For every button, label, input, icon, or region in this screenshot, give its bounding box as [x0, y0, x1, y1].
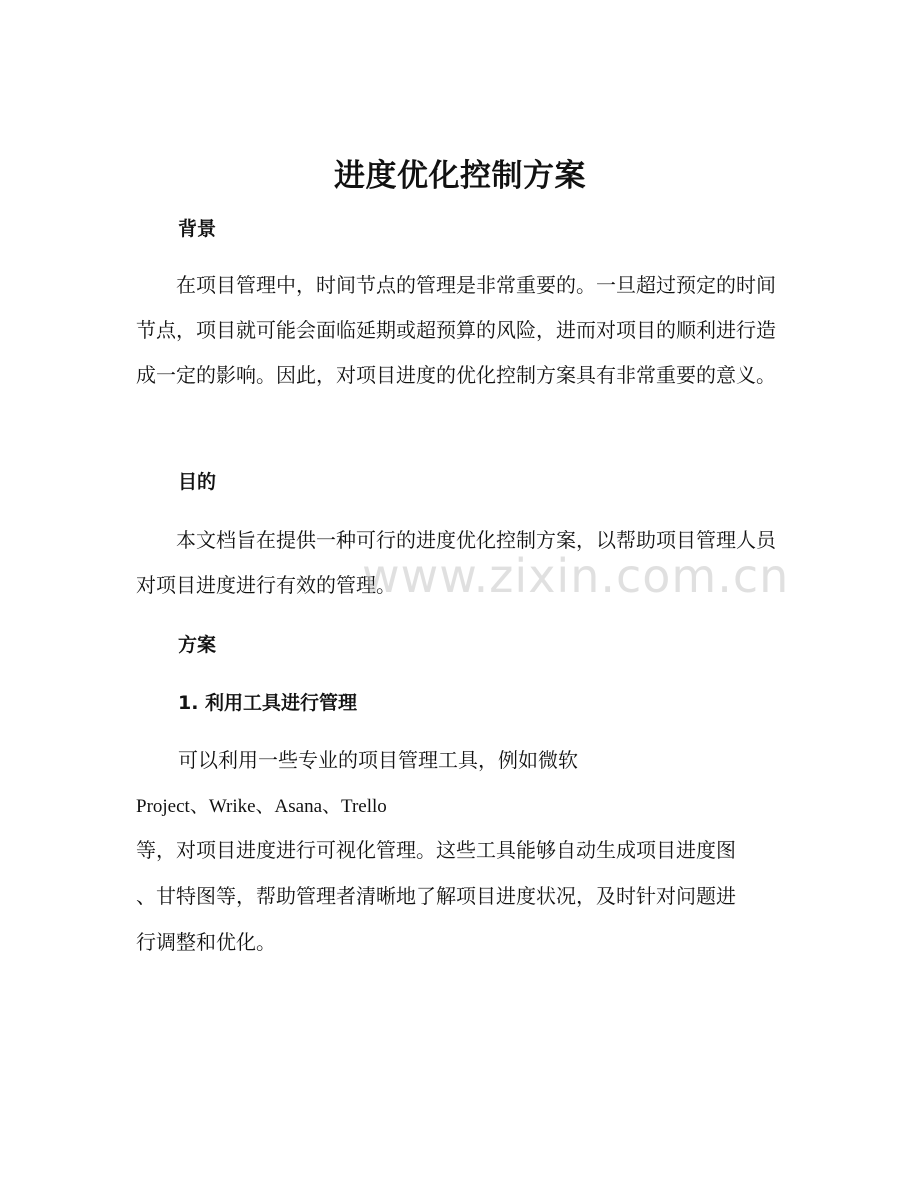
watermark-text: www.zixin.com.cn: [362, 549, 790, 603]
purpose-paragraph: 本文档旨在提供一种可行的进度优化控制方案，以帮助项目管理人员对项目进度进行有效的管理。: [136, 528, 776, 597]
section-heading-purpose: 目的: [178, 471, 217, 493]
subheading-tools: 1. 利用工具进行管理: [178, 692, 358, 714]
plan-line-2: Project、Wrike、Asana、Trello: [136, 796, 387, 817]
section-heading-background: 背景: [178, 218, 217, 240]
plan-line-4: 、甘特图等，帮助管理者清晰地了解项目进度状况，及时针对问题进: [136, 884, 736, 908]
plan-line-1: 可以利用一些专业的项目管理工具，例如微软: [178, 748, 578, 772]
document-title: 进度优化控制方案: [334, 158, 586, 194]
plan-line-5: 行调整和优化。: [136, 930, 276, 954]
section-heading-plan: 方案: [178, 634, 217, 656]
plan-line-3: 等，对项目进度进行可视化管理。这些工具能够自动生成项目进度图: [136, 838, 736, 862]
background-paragraph: 在项目管理中，时间节点的管理是非常重要的。一旦超过预定的时间节点，项目就可能会面临延期或超预算的风险，进而对项目的顺利进行造成一定的影响。因此，对项目进度的优化控制方案具有非常重要的意义。: [136, 273, 776, 387]
